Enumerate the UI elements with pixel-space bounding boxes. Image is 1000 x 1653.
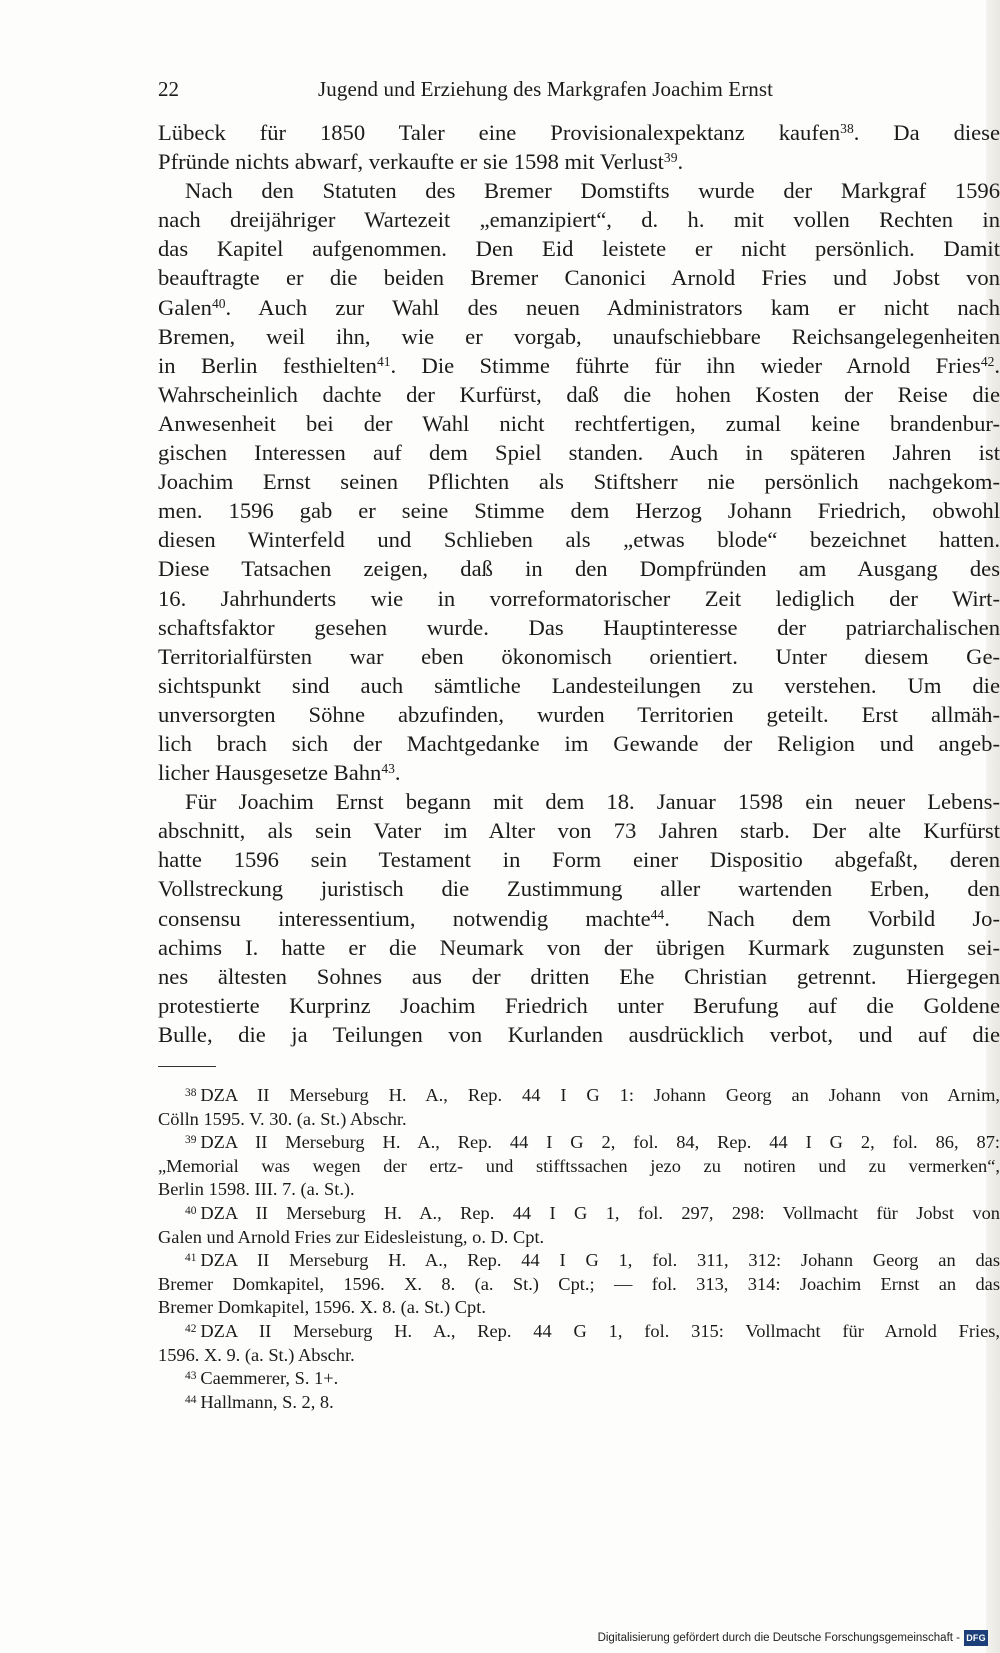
- body-line: abschnitt, als sein Vater im Alter von 73 Jahren starb. Der alte Kurfürst: [158, 818, 1000, 844]
- body-line: Diese Tatsachen zeigen, daß in den Dompfründen am Ausgang des: [158, 556, 1000, 582]
- page-header: [158, 76, 810, 102]
- page-number: 22: [158, 77, 179, 101]
- footnote-line: Bremer Domkapitel, 1596. X. 8. (a. St.) Cpt.: [158, 1297, 486, 1318]
- footnote-number: 41: [185, 1252, 197, 1265]
- body-line: protestierte Kurprinz Joachim Friedrich unter Berufung auf die Goldene: [158, 992, 1000, 1018]
- footnote-divider: [158, 1066, 216, 1067]
- footnote-line: Berlin 1598. III. 7. (a. St.).: [158, 1179, 355, 1200]
- footnote-number: 40: [185, 1204, 197, 1217]
- body-line: schaftsfaktor gesehen wurde. Das Hauptinteresse der patriarchalischen: [158, 614, 1000, 640]
- footnote-number: 38: [185, 1086, 197, 1099]
- body-line: consensu interessentium, notwendig machte$^{44}$. Nach dem Vorbild Jo-: [158, 905, 1000, 931]
- footnote-number: 44: [185, 1393, 197, 1406]
- body-line: Vollstreckung juristisch die Zustimmung aller wartenden Erben, den: [158, 876, 1000, 902]
- body-line: Bremen, weil ihn, wie er vorgab, unaufschiebbare Reichsangelegenheiten: [158, 323, 1000, 349]
- footnote-ref[interactable]: 39: [663, 150, 678, 166]
- body-line: Joachim Ernst seinen Pflichten als Stiftsherr nie persönlich nachgekom-: [158, 469, 1000, 495]
- footnote-line: $^{39}$ DZA II Merseburg H. A., Rep. 44 I G 2, fol. 84, Rep. 44 I G 2, fol. 86, 87:: [185, 1132, 1000, 1153]
- footnote-ref[interactable]: 40: [211, 295, 226, 311]
- body-line: lich brach sich der Machtgedanke im Gewande der Religion und angeb-: [158, 730, 1000, 756]
- footnote-ref[interactable]: 41: [376, 353, 391, 369]
- body-line: sichtspunkt sind auch sämtliche Landesteilungen zu verstehen. Um die: [158, 672, 1000, 698]
- body-line: nes ältesten Sohnes aus der dritten Ehe Christian getrennt. Hiergegen: [158, 963, 1000, 989]
- body-line: nach dreijähriger Wartezeit „emanzipiert“, d. h. mit vollen Rechten in: [158, 207, 1000, 233]
- footnote-number: 39: [185, 1134, 197, 1147]
- body-line: Für Joachim Ernst begann mit dem 18. Januar 1598 ein neuer Lebens-: [185, 789, 1000, 815]
- footnote-line: $^{42}$ DZA II Merseburg H. A., Rep. 44 G 1, fol. 315: Vollmacht für Arnold Fries,: [185, 1320, 1000, 1341]
- body-line: diesen Winterfeld und Schlieben als „etwas blode“ bezeichnet hatten.: [158, 527, 1000, 553]
- body-line: Bulle, die ja Teilungen von Kurlanden ausdrücklich verbot, und auf die: [158, 1021, 1000, 1047]
- body-line: beauftragte er die beiden Bremer Canonici Arnold Fries und Jobst von: [158, 265, 1000, 291]
- body-line: Nach den Statuten des Bremer Domstifts wurde der Markgraf 1596: [185, 178, 1000, 204]
- footnote-line: $^{44}$ Hallmann, S. 2, 8.: [185, 1391, 334, 1412]
- dfg-logo: DFG: [964, 1630, 988, 1646]
- body-line: in Berlin festhielten$^{41}$. Die Stimme führte für ihn wieder Arnold Fries$^{42}$.: [158, 352, 1000, 378]
- footnote-number: 43: [185, 1370, 197, 1382]
- footnote-line: 1596. X. 9. (a. St.) Abschr.: [158, 1344, 355, 1365]
- body-line: licher Hausgesetze Bahn$^{43}$.: [158, 760, 401, 786]
- body-line: Wahrscheinlich dachte der Kurfürst, daß die hohen Kosten der Reise die: [158, 381, 1000, 407]
- footnote-line: Bremer Domkapitel, 1596. X. 8. (a. St.) Cpt.; — fol. 313, 314: Joachim Ernst an das: [158, 1273, 1000, 1294]
- body-line: Galen$^{40}$. Auch zur Wahl des neuen Administrators kam er nicht nach: [158, 294, 1000, 320]
- footnote-line: $^{38}$ DZA II Merseburg H. A., Rep. 44 I G 1: Johann Georg an Johann von Arnim,: [185, 1085, 1000, 1105]
- footnote-ref[interactable]: 43: [381, 761, 395, 777]
- body-line: das Kapitel aufgenommen. Den Eid leistete er nicht persönlich. Damit: [158, 236, 1000, 262]
- digitization-credit: Digitalisierung gefördert durch die Deutsche Forschungsgemeinschaft -: [597, 1632, 960, 1644]
- footnote-line: $^{40}$ DZA II Merseburg H. A., Rep. 44 I G 1, fol. 297, 298: Vollmacht für Jobst von: [185, 1202, 1000, 1223]
- body-line: achims I. hatte er die Neumark von der übrigen Kurmark zugunsten sei-: [158, 934, 1000, 960]
- footnotes: [158, 1084, 1000, 1414]
- body-line: Pfründe nichts abwarf, verkaufte er sie 1598 mit Verlust$^{39}$.: [158, 149, 684, 175]
- footnote-line: $^{43}$ Caemmerer, S. 1+.: [185, 1368, 339, 1389]
- body-line: gischen Interessen auf dem Spiel standen. Auch in späteren Jahren ist: [158, 440, 1000, 466]
- body-line: unversorgten Söhne abzufinden, wurden Territorien geteilt. Erst allmäh-: [158, 701, 1000, 727]
- footnote-line: „Memorial was wegen der ertz- und stifftssachen jezo zu notiren und zu vermerken“,: [158, 1155, 1000, 1176]
- footnote-number: 42: [185, 1322, 197, 1335]
- footnote-ref[interactable]: 42: [980, 353, 995, 369]
- footnote-ref[interactable]: 38: [840, 121, 854, 137]
- body-line: Lübeck für 1850 Taler eine Provisionalexpektanz kaufen$^{38}$. Da diese: [158, 120, 1000, 145]
- footnote-ref[interactable]: 44: [650, 906, 665, 922]
- body-text: [158, 118, 1000, 1049]
- body-line: Territorialfürsten war eben ökonomisch orientiert. Unter diesem Ge-: [158, 643, 1000, 669]
- footnote-line: Galen und Arnold Fries zur Eidesleistung, o. D. Cpt.: [158, 1226, 545, 1247]
- body-line: men. 1596 gab er seine Stimme dem Herzog Johann Friedrich, obwohl: [158, 498, 1000, 524]
- running-title: Jugend und Erziehung des Markgrafen Joachim Ernst: [318, 77, 774, 101]
- footnote-line: $^{41}$ DZA II Merseburg H. A., Rep. 44 I G 1, fol. 311, 312: Johann Georg an das: [185, 1250, 1000, 1271]
- body-line: 16. Jahrhunderts wie in vorreformatorischer Zeit lediglich der Wirt-: [158, 585, 1000, 611]
- body-line: hatte 1596 sein Testament in Form einer Dispositio abgefaßt, deren: [158, 847, 1000, 873]
- body-line: Anwesenheit bei der Wahl nicht rechtfertigen, zumal keine brandenbur-: [158, 410, 1000, 436]
- footnote-line: Cölln 1595. V. 30. (a. St.) Abschr.: [158, 1108, 407, 1129]
